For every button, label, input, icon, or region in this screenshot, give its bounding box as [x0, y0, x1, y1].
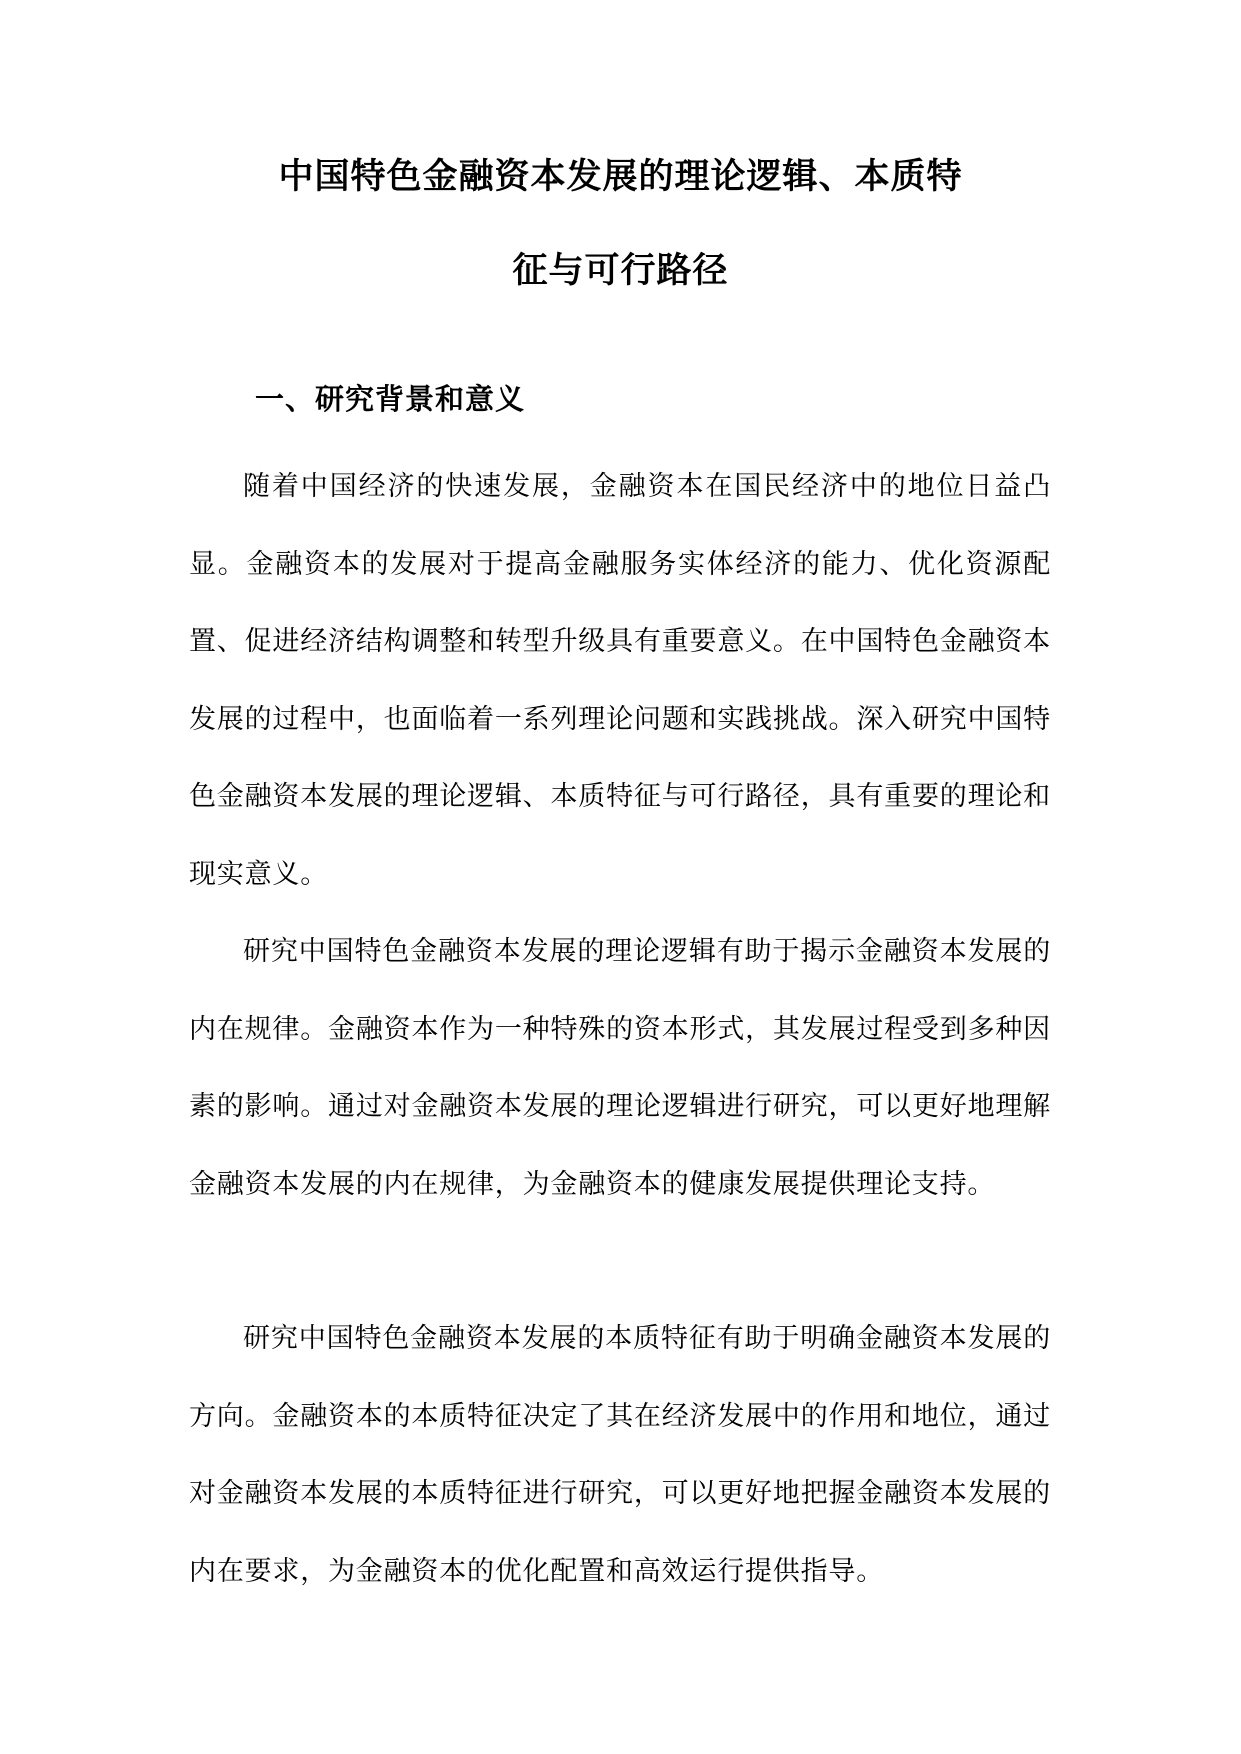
document-title-line-2: 征与可行路径	[512, 251, 729, 291]
section-heading: 一、研究背景和意义	[255, 382, 526, 416]
body-paragraph-1: 随着中国经济的快速发展，金融资本在国民经济中的地位日益凸显。金融资本的发展对于提高金融服务实体经济的能力、优化资源配置、促进经济结构调整和转型升级具有重要意义。在中国特色金融资本发展的过程中，也面临着一系列理论问题和实践挑战。深入研究中国特色金融资本发展的理论逻辑、本质特征与可行路径，具有重要的理论和现实意义。	[189, 471, 1051, 890]
body-paragraph-2: 研究中国特色金融资本发展的理论逻辑有助于揭示金融资本发展的内在规律。金融资本作为一种特殊的资本形式，其发展过程受到多种因素的影响。通过对金融资本发展的理论逻辑进行研究，可以更好地理解金融资本发展的内在规律，为金融资本的健康发展提供理论支持。	[189, 936, 1051, 1200]
document-title-line-1: 中国特色金融资本发展的理论逻辑、本质特	[278, 157, 963, 197]
body-paragraph-3: 研究中国特色金融资本发展的本质特征有助于明确金融资本发展的方向。金融资本的本质特征决定了其在经济发展中的作用和地位，通过对金融资本发展的本质特征进行研究，可以更好地把握金融资本发展的内在要求，为金融资本的优化配置和高效运行提供指导。	[189, 1323, 1051, 1587]
